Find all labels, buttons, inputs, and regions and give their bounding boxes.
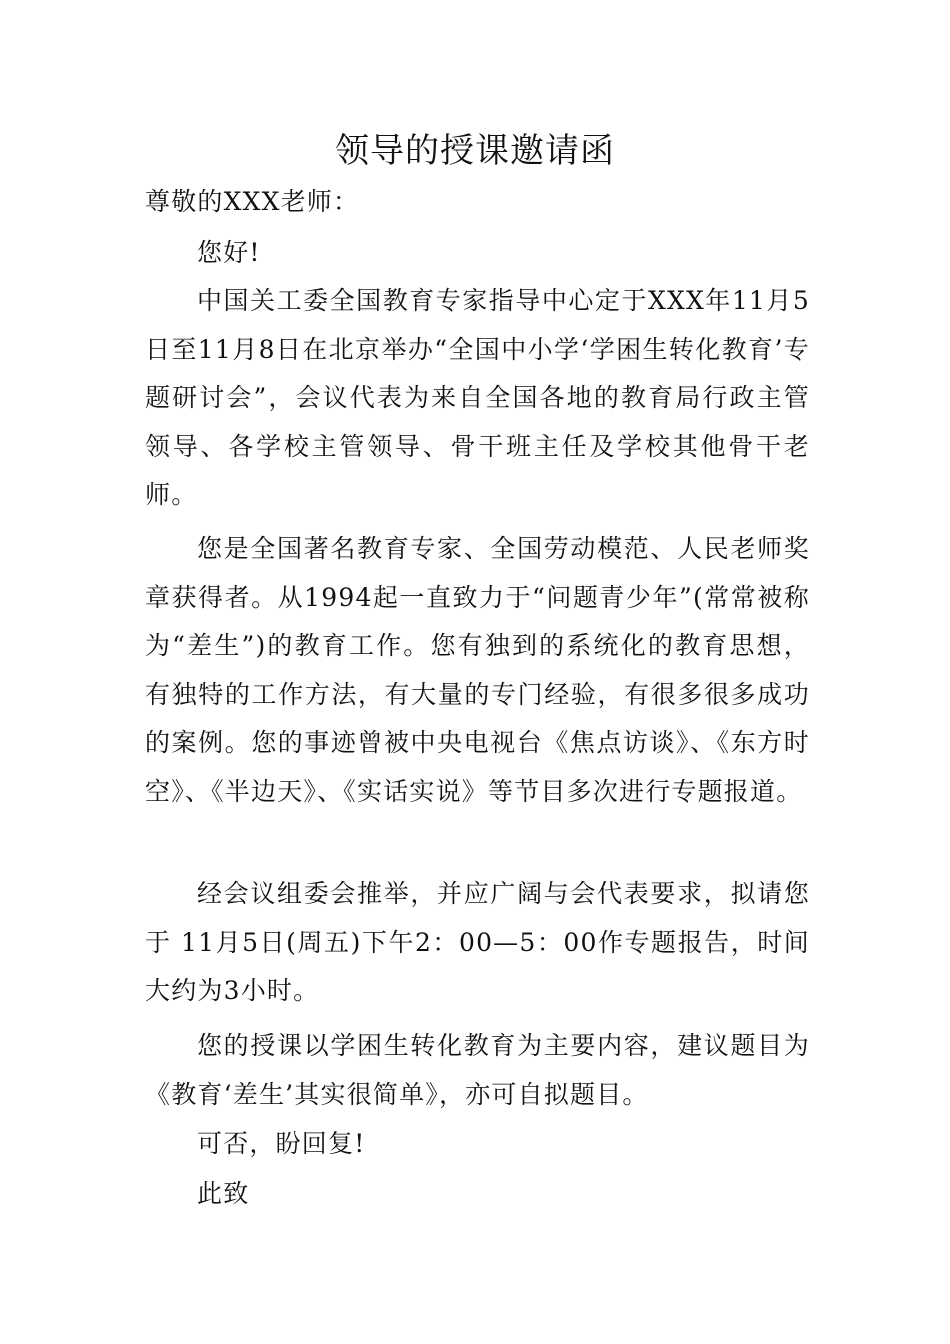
salutation: 尊敬的XXX老师：	[145, 187, 360, 216]
paragraph-invitee-intro: 您是全国著名教育专家、全国劳动模范、人民老师奖章获得者。从1994起一直致力于“问题青少年”(常常被称为“差生”)的教育工作。您有独到的系统化的教育思想，有独特的工作方法，有大量的专门经验，有很多很多成功的案例。您的事迹曾被中央电视台《焦点访谈》、《东方时空》、《半边天》、《实话实说》等节目多次进行专题报道。	[145, 534, 810, 806]
paragraph-reply-request: 可否，盼回复!	[197, 1129, 366, 1158]
closing-phrase: 此致	[197, 1179, 250, 1208]
greeting: 您好!	[197, 238, 261, 267]
document-title: 领导的授课邀请函	[335, 131, 615, 171]
paragraph-invitation-time: 经会议组委会推举，并应广阔与会代表要求，拟请您于 11月5日(周五)下午2：00—5：00作专题报告，时间大约为3小时。	[145, 879, 810, 1005]
paragraph-meeting-info: 中国关工委全国教育专家指导中心定于XXX年11月5日至11月8日在北京举办“全国中小学‘学困生转化教育’专题研讨会”，会议代表为来自全国各地的教育局行政主管领导、各学校主管领导、骨干班主任及学校其他骨干老师。	[145, 286, 810, 509]
paragraph-lecture-topic: 您的授课以学困生转化教育为主要内容，建议题目为《教育‘差生’其实很简单》，亦可自拟题目。	[145, 1031, 810, 1109]
